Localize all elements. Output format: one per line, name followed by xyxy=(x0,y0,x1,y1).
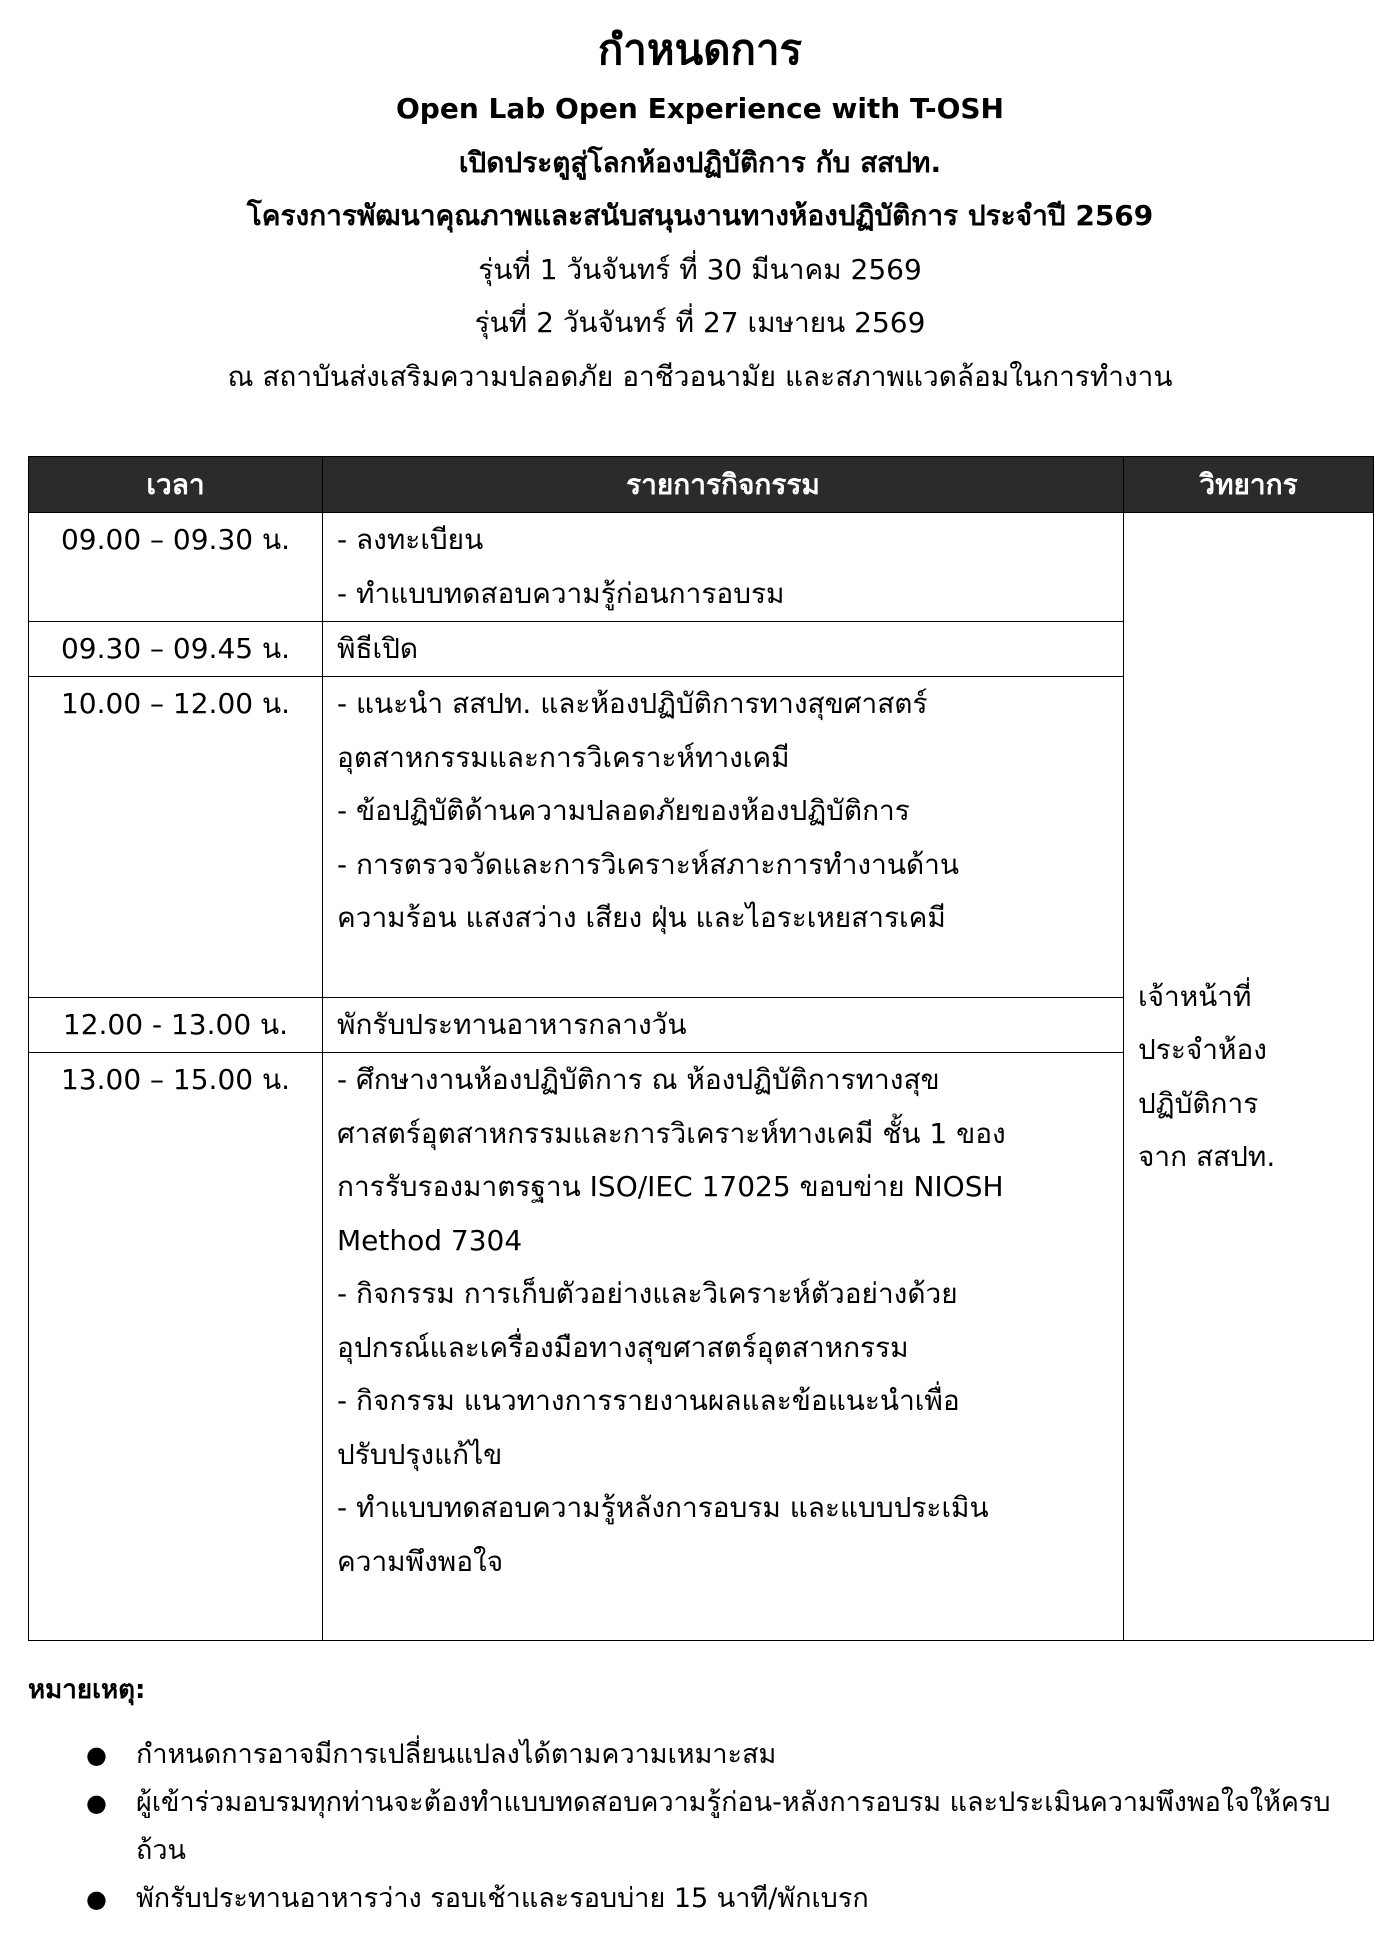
bullet-icon: ● xyxy=(86,1741,107,1769)
row-activity xyxy=(323,677,1124,998)
activity-line: - แนะนำ สสปท. และห้องปฏิบัติการทางสุขศาสตร์ xyxy=(337,687,928,720)
row-time: 13.00 – 15.00 น. xyxy=(29,1053,323,1641)
row-time: 09.00 – 09.30 น. xyxy=(29,513,323,622)
header-speaker: วิทยากร xyxy=(1124,457,1374,513)
session-2-date: รุ่นที่ 2 วันจันทร์ ที่ 27 เมษายน 2569 xyxy=(474,306,926,339)
activity-line: - ทำแบบทดสอบความรู้หลังการอบรม และแบบประเมิน xyxy=(337,1491,989,1524)
row-activity xyxy=(323,622,1124,677)
activity-line: Method 7304 xyxy=(337,1223,523,1257)
notes-list xyxy=(28,1731,1373,1923)
activity-line: ความพึงพอใจ xyxy=(337,1544,504,1578)
notes-section xyxy=(28,1665,1373,1923)
note-text: กำหนดการอาจมีการเปลี่ยนแปลงได้ตามความเหมาะสม xyxy=(136,1739,777,1770)
activity-line: - การตรวจวัดและการวิเคราะห์สภาะการทำงานด้าน xyxy=(337,847,960,881)
bullet-icon: ● xyxy=(86,1885,107,1913)
speaker-line: จาก สสปท. xyxy=(1138,1140,1276,1173)
activity-line: พิธีเปิด xyxy=(337,632,419,665)
project-name: โครงการพัฒนาคุณภาพและสนับสนุนงานทางห้องปฏิบัติการ ประจำปี 2569 xyxy=(246,199,1154,232)
activity-line: ศาสตร์อุตสาหกรรมและการวิเคราะห์ทางเคมี ชั้น 1 ของ xyxy=(337,1116,1006,1150)
activity-line: - ศึกษางานห้องปฏิบัติการ ณ ห้องปฏิบัติการทางสุข xyxy=(337,1063,940,1096)
speaker-cell xyxy=(1124,513,1374,1641)
speaker-line: ปฏิบัติการ xyxy=(1138,1086,1259,1120)
schedule-table xyxy=(28,456,1374,1641)
row-time: 09.30 – 09.45 น. xyxy=(29,622,323,677)
list-item xyxy=(86,1779,1373,1875)
speaker-line: เจ้าหน้าที่ xyxy=(1138,979,1252,1013)
activity-line: - กิจกรรม แนวทางการรายงานผลและข้อแนะนำเพื่อ xyxy=(337,1384,960,1417)
row-activity xyxy=(323,1053,1124,1641)
activity-line: พักรับประทานอาหารกลางวัน xyxy=(337,1008,687,1041)
activity-line: อุปกรณ์และเครื่องมือทางสุขศาสตร์อุตสาหกรรม xyxy=(337,1330,909,1364)
activity-line: - ลงทะเบียน xyxy=(337,523,484,556)
speaker-line: ประจำห้อง xyxy=(1138,1033,1267,1066)
activity-line: การรับรองมาตรฐาน ISO/IEC 17025 ขอบข่าย NIOSH xyxy=(337,1170,1004,1203)
activity-line: - กิจกรรม การเก็บตัวอย่างและวิเคราะห์ตัวอย่างด้วย xyxy=(337,1277,958,1310)
note-text: ผู้เข้าร่วมอบรมทุกท่านจะต้องทำแบบทดสอบความรู้ก่อน-หลังการอบรม และประเมินความพึงพอใจให้ครบถ้วน xyxy=(136,1787,1331,1866)
row-time: 10.00 – 12.00 น. xyxy=(29,677,323,998)
header-activity: รายการกิจกรรม xyxy=(323,457,1124,513)
notes-title: หมายเหตุ: xyxy=(28,1675,146,1705)
event-name-english: Open Lab Open Experience with T-OSH xyxy=(396,92,1004,125)
list-item xyxy=(86,1875,1373,1923)
schedule-header-row xyxy=(29,457,1374,513)
event-name-thai: เปิดประตูสู่โลกห้องปฏิบัติการ กับ สสปท. xyxy=(458,145,942,179)
venue: ณ สถาบันส่งเสริมความปลอดภัย อาชีวอนามัย และสภาพแวดล้อมในการทำงาน xyxy=(227,359,1173,393)
session-1-date: รุ่นที่ 1 วันจันทร์ ที่ 30 มีนาคม 2569 xyxy=(478,252,922,286)
document-title: กำหนดการ xyxy=(597,25,803,74)
activity-line: ความร้อน แสงสว่าง เสียง ฝุ่น และไอระเหยสารเคมี xyxy=(337,901,946,934)
activity-line: - ข้อปฏิบัติด้านความปลอดภัยของห้องปฏิบัติการ xyxy=(337,794,910,827)
bullet-icon: ● xyxy=(86,1789,107,1817)
note-text: พักรับประทานอาหารว่าง รอบเช้าและรอบบ่าย 15 นาที/พักเบรก xyxy=(136,1883,869,1914)
row-time: 12.00 - 13.00 น. xyxy=(29,998,323,1053)
table-row xyxy=(29,513,1374,622)
row-activity xyxy=(323,998,1124,1053)
activity-line: ปรับปรุงแก้ไข xyxy=(337,1437,503,1471)
document-header xyxy=(0,18,1400,403)
activity-line: อุตสาหกรรมและการวิเคราะห์ทางเคมี xyxy=(337,740,790,774)
header-time: เวลา xyxy=(29,457,323,513)
activity-line: - ทำแบบทดสอบความรู้ก่อนการอบรม xyxy=(337,576,785,610)
row-activity xyxy=(323,513,1124,622)
list-item xyxy=(86,1731,1373,1779)
